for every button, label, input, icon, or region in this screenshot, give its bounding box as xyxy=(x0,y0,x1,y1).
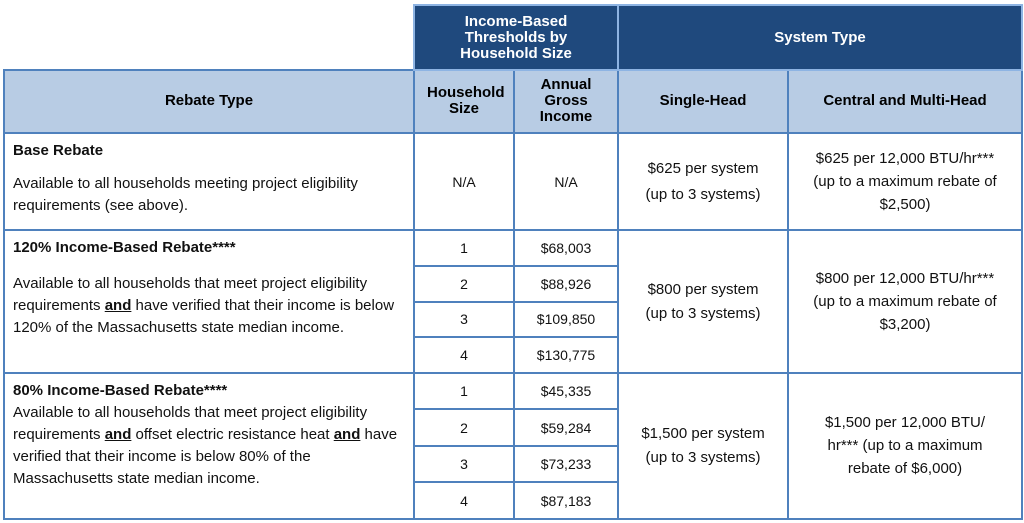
single-head-cell xyxy=(618,373,788,519)
annual-income-header-text: Annual Gross Income xyxy=(539,76,593,126)
header-row-columns xyxy=(4,70,1022,133)
single-head-line: $625 per system xyxy=(647,159,759,177)
rebate-description xyxy=(13,273,405,339)
central-multi-line: $1,500 per 12,000 BTU/ xyxy=(824,414,986,432)
single-head-line: (up to 3 systems) xyxy=(645,448,761,466)
desc-emphasis: and xyxy=(104,297,132,315)
household-size-header xyxy=(414,70,514,133)
rebate-table xyxy=(3,4,1023,520)
desc-text: offset electric resistance heat xyxy=(131,425,334,443)
single-head-header: Single-Head xyxy=(618,70,788,133)
single-head-cell xyxy=(618,230,788,372)
household-size-cell: 4 xyxy=(414,482,514,519)
household-size-cell: 3 xyxy=(414,446,514,483)
thresholds-header xyxy=(414,5,618,70)
household-size-cell: 3 xyxy=(414,302,514,338)
rebate-type-header: Rebate Type xyxy=(4,70,414,133)
central-multi-line: (up to a maximum rebate of xyxy=(813,293,997,311)
income-cell: $109,850 xyxy=(514,302,618,338)
rebate-title: Base Rebate xyxy=(13,141,104,159)
desc-text: Available to all households that meet project eligibility requirements xyxy=(13,403,368,443)
single-head-line: $800 per system xyxy=(647,280,759,298)
central-multi-cell xyxy=(788,373,1022,519)
table-row xyxy=(4,373,1022,410)
desc-emphasis: and xyxy=(104,425,132,443)
income-cell: $88,926 xyxy=(514,266,618,302)
desc-text: Available to all households that meet project eligibility requirements xyxy=(13,275,368,315)
income-cell: $87,183 xyxy=(514,482,618,519)
income-cell: $73,233 xyxy=(514,446,618,483)
income-cell: $59,284 xyxy=(514,409,618,446)
central-multi-line: (up to a maximum rebate of xyxy=(813,173,997,191)
rebate-title: 80% Income-Based Rebate**** xyxy=(13,381,228,399)
central-multi-line: rebate of $6,000) xyxy=(847,460,963,478)
thresholds-header-text: Income-Based Thresholds by Household Size xyxy=(460,12,572,62)
table-row xyxy=(4,230,1022,266)
household-size-cell: 1 xyxy=(414,373,514,410)
central-multi-cell xyxy=(788,133,1022,231)
single-head-line: (up to 3 systems) xyxy=(645,185,761,203)
central-multi-line: $800 per 12,000 BTU/hr*** xyxy=(815,270,995,288)
income-cell: $68,003 xyxy=(514,230,618,266)
table-row xyxy=(4,133,1022,231)
desc-text: have verified that their income is below 80% of the Massachusetts state median income. xyxy=(13,425,398,487)
household-size-cell: 2 xyxy=(414,409,514,446)
header-row-top xyxy=(4,5,1022,70)
rebate-cell-120 xyxy=(4,230,414,372)
desc-emphasis: and xyxy=(333,425,361,443)
household-size-cell: 1 xyxy=(414,230,514,266)
rebate-cell-base xyxy=(4,133,414,231)
desc-text: have verified that their income is below 120% of the Massachusetts state median income. xyxy=(13,297,395,337)
system-type-header: System Type xyxy=(618,5,1022,70)
household-size-cell: N/A xyxy=(414,133,514,231)
income-cell: $130,775 xyxy=(514,337,618,373)
household-size-header-text: Household Size xyxy=(427,84,505,118)
rebate-description xyxy=(13,402,405,490)
central-multi-line: hr*** (up to a maximum xyxy=(827,437,983,455)
header-blank-cell xyxy=(4,5,414,70)
central-multi-line: $2,500) xyxy=(879,196,931,214)
single-head-line: $1,500 per system xyxy=(641,424,765,442)
household-size-cell: 2 xyxy=(414,266,514,302)
single-head-line: (up to 3 systems) xyxy=(645,304,761,322)
central-multi-line: $625 per 12,000 BTU/hr*** xyxy=(815,150,995,168)
household-size-cell: 4 xyxy=(414,337,514,373)
central-multi-line: $3,200) xyxy=(879,316,931,334)
central-multi-header: Central and Multi-Head xyxy=(788,70,1022,133)
rebate-description: Available to all households meeting project eligibility requirements (see above). xyxy=(13,174,358,214)
annual-income-header xyxy=(514,70,618,133)
rebate-title: 120% Income-Based Rebate**** xyxy=(13,239,236,257)
rebate-cell-80 xyxy=(4,373,414,519)
single-head-cell xyxy=(618,133,788,231)
income-cell: N/A xyxy=(514,133,618,231)
income-cell: $45,335 xyxy=(514,373,618,410)
central-multi-cell xyxy=(788,230,1022,372)
